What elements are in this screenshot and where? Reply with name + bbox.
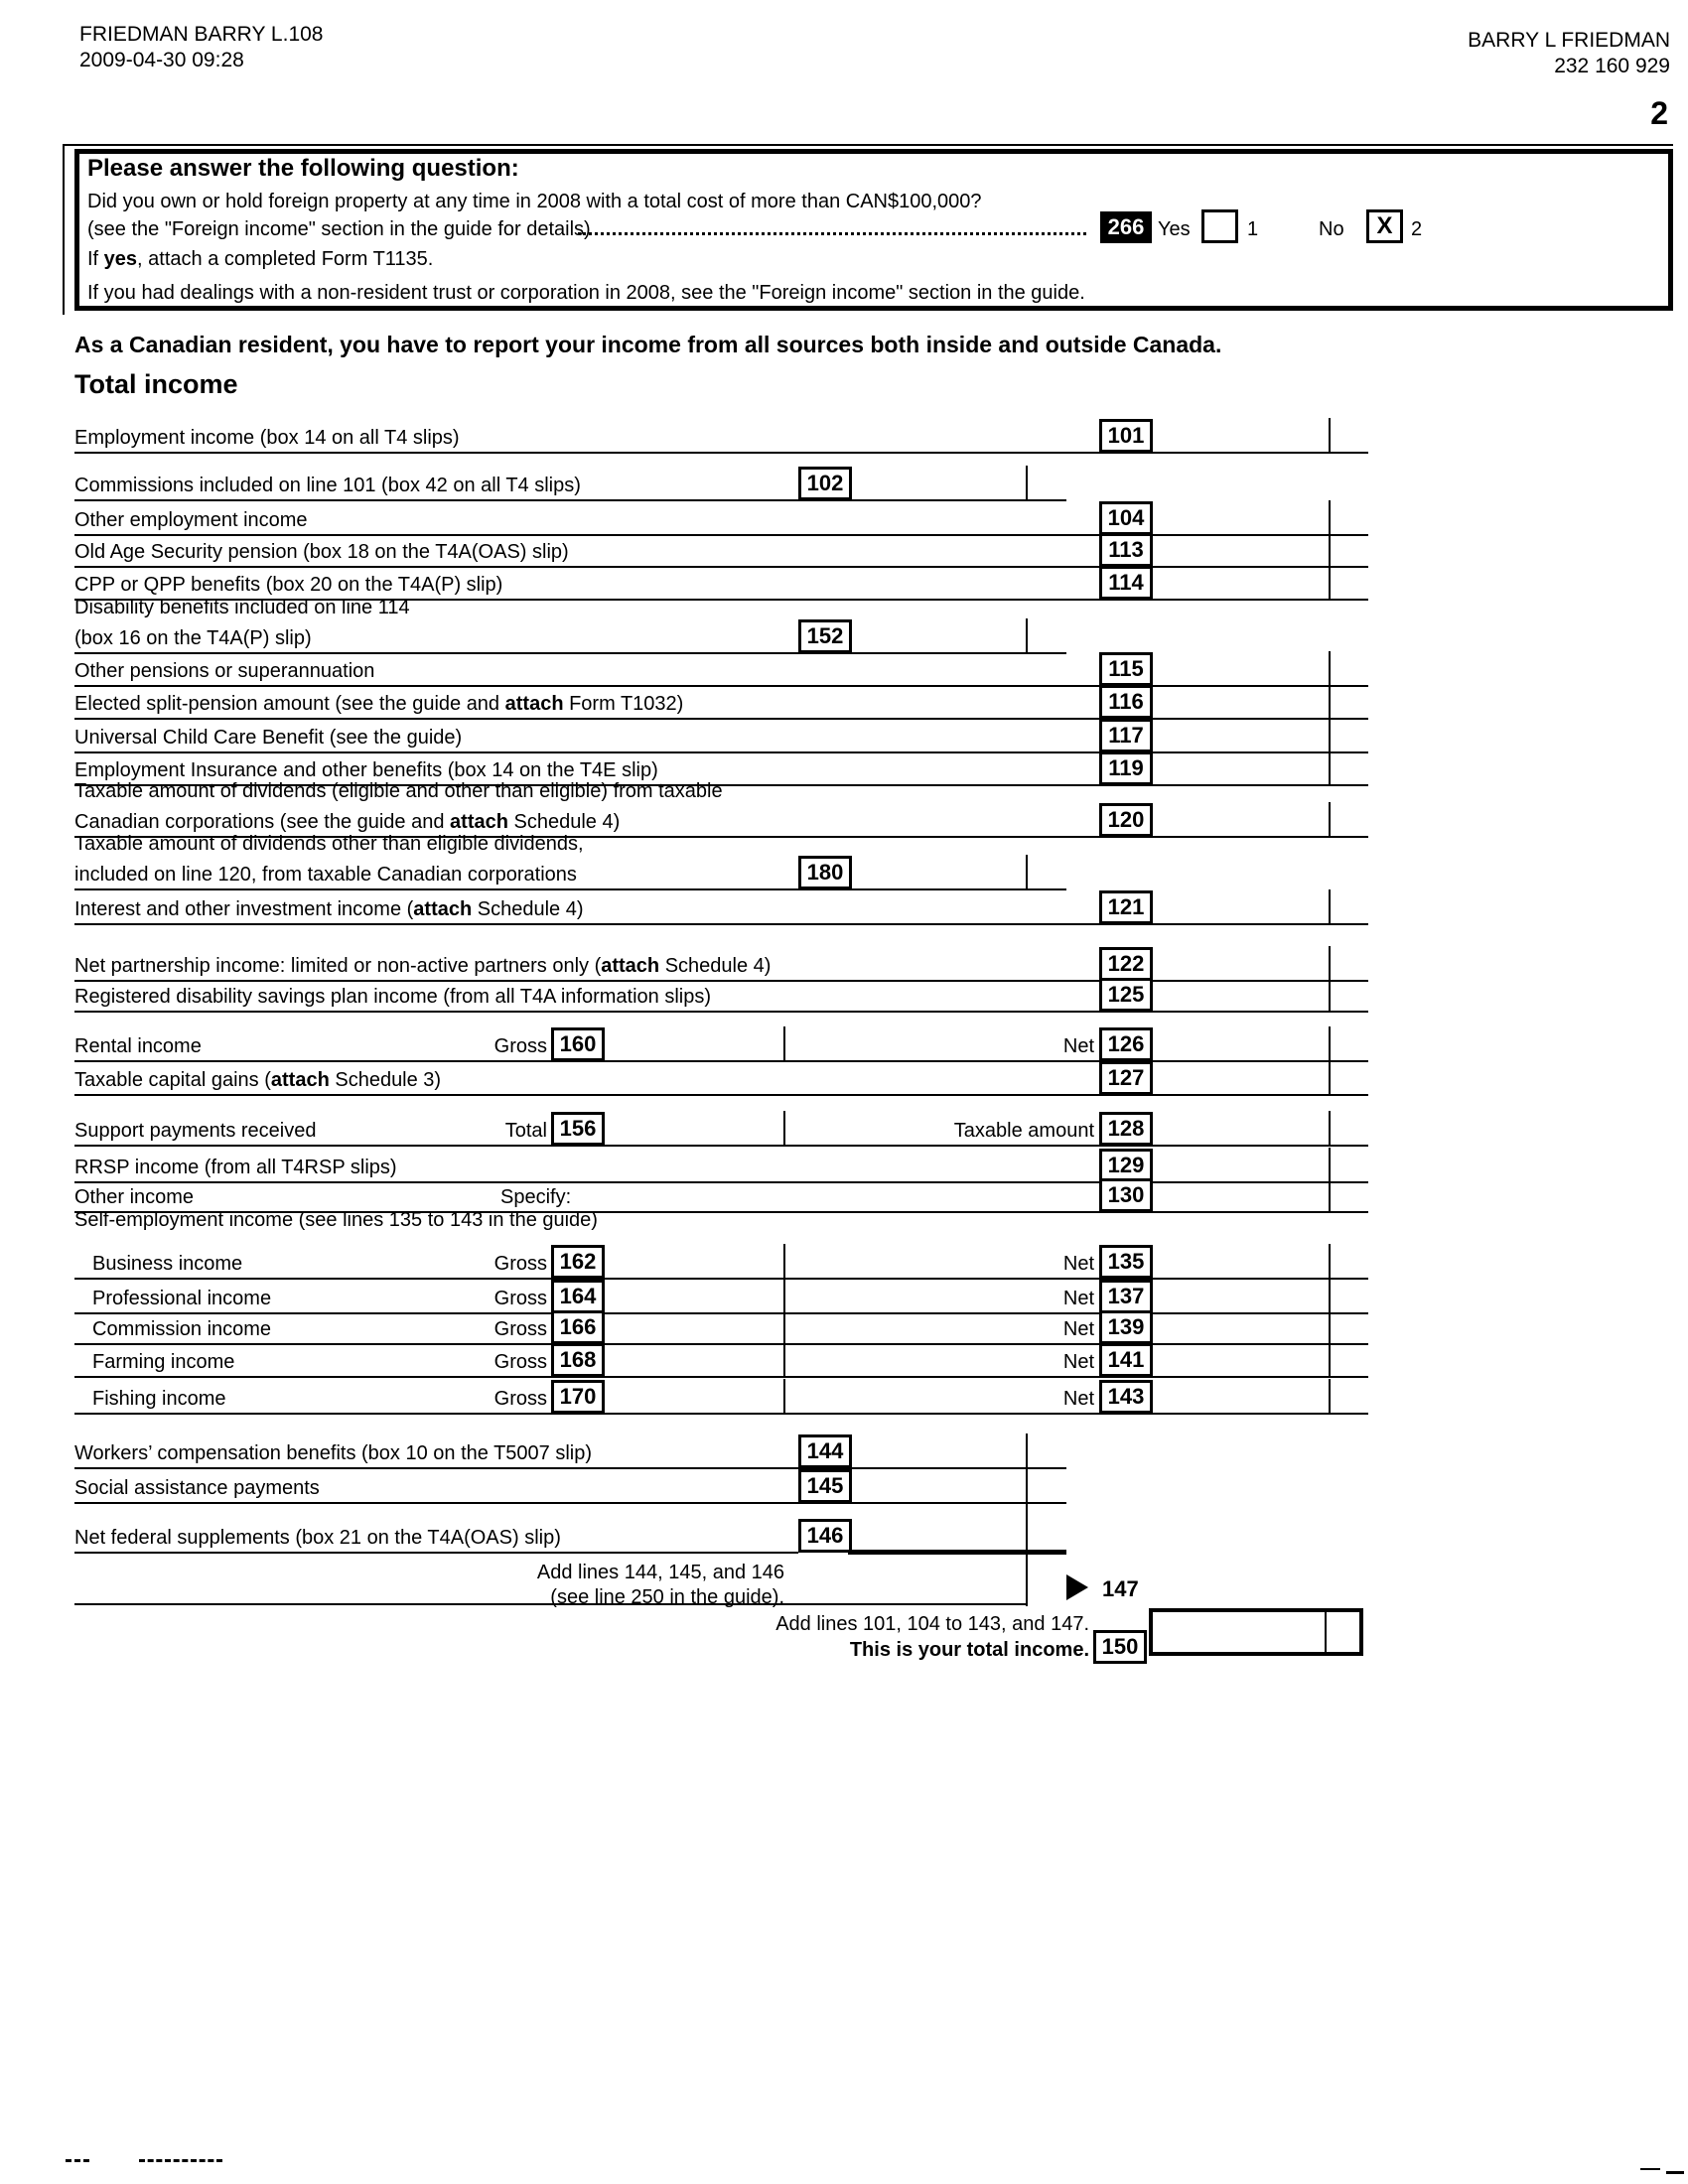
row-label-122-0 bbox=[74, 954, 771, 978]
add-lines-146-label2: (see line 250 in the guide). bbox=[550, 1586, 784, 1608]
self-employment-heading bbox=[74, 1208, 598, 1232]
line-120-code-box: 120 bbox=[1099, 803, 1153, 837]
gross-amount-field-156[interactable] bbox=[605, 1115, 783, 1143]
amount-field-135[interactable] bbox=[1153, 1248, 1329, 1276]
row-label-115-0 bbox=[74, 659, 374, 683]
label-part: Net partnership income: limited or non-active partners only ( bbox=[74, 955, 602, 977]
amount-field-127[interactable] bbox=[1153, 1064, 1329, 1092]
arrow-right-icon bbox=[1066, 1574, 1088, 1600]
gross-cents-tick-128 bbox=[783, 1111, 785, 1145]
header-left-line1: FRIEDMAN BARRY L.108 bbox=[79, 23, 324, 46]
amount-field-143[interactable] bbox=[1153, 1383, 1329, 1411]
row-underline-139 bbox=[74, 1343, 1368, 1345]
label-part: Interest and other investment income ( bbox=[74, 898, 414, 920]
mid-label-126 bbox=[422, 1034, 547, 1058]
line-150-code-box: 150 bbox=[1093, 1630, 1147, 1664]
row-label-130-0 bbox=[74, 1185, 194, 1209]
cents-tick-130 bbox=[1329, 1177, 1331, 1211]
row-underline-126 bbox=[74, 1060, 1368, 1062]
cents-tick-128 bbox=[1329, 1111, 1331, 1145]
cents-tick-114 bbox=[1329, 565, 1331, 599]
row-label-126-0 bbox=[74, 1034, 202, 1058]
cents-tick-119 bbox=[1329, 751, 1331, 784]
label-part: Net bbox=[1062, 1351, 1094, 1373]
label-part: Schedule 4) bbox=[659, 955, 772, 977]
row-underline-116 bbox=[74, 718, 1368, 720]
label-part: Fishing income bbox=[92, 1388, 226, 1410]
gross-amount-field-164[interactable] bbox=[605, 1283, 783, 1310]
label-part: Gross bbox=[493, 1035, 547, 1057]
amount-field-117[interactable] bbox=[1153, 722, 1329, 750]
label-part: Net bbox=[1062, 1388, 1094, 1410]
amount-field-125[interactable] bbox=[1153, 981, 1329, 1009]
row-label-144-0 bbox=[74, 1441, 592, 1465]
gross-amount-field-168[interactable] bbox=[605, 1346, 783, 1374]
cents-tick-125 bbox=[1329, 977, 1331, 1011]
cents-tick-104 bbox=[1329, 500, 1331, 534]
row-label-101-0 bbox=[74, 426, 460, 450]
label-part: Elected split-pension amount (see the guide and bbox=[74, 693, 505, 715]
cents-tick-115 bbox=[1329, 651, 1331, 685]
question-box-ghost-left bbox=[63, 144, 65, 315]
gross-cents-tick-143 bbox=[783, 1379, 785, 1413]
line-104-code-box: 104 bbox=[1099, 501, 1153, 535]
line-168-code-box: 168 bbox=[551, 1343, 605, 1377]
label-part: Taxable amount of dividends (eligible and other than eligible) from taxable bbox=[74, 780, 723, 802]
scan-artifact bbox=[1666, 2171, 1684, 2174]
row-underline-117 bbox=[74, 751, 1368, 753]
line-128-code-box: 128 bbox=[1099, 1112, 1153, 1146]
gross-cents-tick-141 bbox=[783, 1342, 785, 1376]
cents-tick-121 bbox=[1329, 889, 1331, 923]
cents-tick-120 bbox=[1329, 802, 1331, 836]
question-box-ghost-top bbox=[63, 144, 1673, 146]
cents-tick-101 bbox=[1329, 418, 1331, 452]
label-part: Taxable amount bbox=[953, 1120, 1094, 1142]
yes-number: 1 bbox=[1247, 218, 1259, 240]
line-156-code-box: 156 bbox=[551, 1112, 605, 1146]
row-label-135-0 bbox=[92, 1252, 242, 1276]
specify-label bbox=[500, 1185, 571, 1209]
label-part: Schedule 3) bbox=[329, 1069, 442, 1091]
yes-checkbox[interactable] bbox=[1201, 209, 1238, 243]
label-part: Old Age Security pension (box 18 on the T4A(OAS) slip) bbox=[74, 541, 569, 563]
label-part: Rental income bbox=[74, 1035, 202, 1057]
label-part: CPP or QPP benefits (box 20 on the T4A(P) slip) bbox=[74, 574, 503, 596]
header-right-line1: BARRY L FRIEDMAN bbox=[1468, 29, 1670, 52]
row-label-146-0 bbox=[74, 1526, 561, 1550]
line-114-code-box: 114 bbox=[1099, 566, 1153, 600]
mid-label-137 bbox=[422, 1287, 547, 1310]
right-label-141 bbox=[861, 1350, 1094, 1374]
amount-field-145[interactable] bbox=[852, 1472, 1026, 1500]
scan-artifact bbox=[1640, 2168, 1660, 2170]
question-line1: Did you own or hold foreign property at any time in 2008 with a total cost of more than CAN$100,000? bbox=[87, 191, 982, 212]
no-label: No bbox=[1319, 218, 1344, 240]
row-underline-180 bbox=[74, 888, 1066, 890]
label-part: Support payments received bbox=[74, 1120, 317, 1142]
row-underline-125 bbox=[74, 1011, 1368, 1013]
gross-cents-tick-135 bbox=[783, 1244, 785, 1278]
label-part: Net federal supplements (box 21 on the T4A(OAS) slip) bbox=[74, 1527, 561, 1549]
cents-tick-141 bbox=[1329, 1342, 1331, 1376]
line-119-code-box: 119 bbox=[1099, 751, 1153, 785]
label-part: Commissions included on line 101 (box 42 on all T4 slips) bbox=[74, 475, 581, 496]
right-label-128 bbox=[861, 1119, 1094, 1143]
cents-tick-113 bbox=[1329, 532, 1331, 566]
amount-field-144[interactable] bbox=[852, 1437, 1026, 1465]
row-underline-101 bbox=[74, 452, 1368, 454]
label-part: Employment income (box 14 on all T4 slips) bbox=[74, 427, 460, 449]
mid-label-128 bbox=[422, 1119, 547, 1143]
label-part: Workers’ compensation benefits (box 10 on the T5007 slip) bbox=[74, 1442, 593, 1464]
gross-cents-tick-126 bbox=[783, 1026, 785, 1060]
line-115-code-box: 115 bbox=[1099, 652, 1153, 686]
line-113-code-box: 113 bbox=[1099, 533, 1153, 567]
row-underline-128 bbox=[74, 1145, 1368, 1147]
label-part: Commission income bbox=[92, 1318, 272, 1340]
amount-field-122[interactable] bbox=[1153, 950, 1329, 978]
label-part: Social assistance payments bbox=[74, 1477, 320, 1499]
row-underline-143 bbox=[74, 1413, 1368, 1415]
label-part: attach bbox=[450, 811, 508, 833]
label-part: Disability benefits included on line 114 bbox=[74, 597, 410, 618]
question-line2: (see the "Foreign income" section in the guide for details) bbox=[87, 218, 591, 240]
header-left-line2: 2009-04-30 09:28 bbox=[79, 49, 244, 71]
cents-tick-126 bbox=[1329, 1026, 1331, 1060]
note-part: , attach a completed Form T1135. bbox=[137, 248, 434, 270]
row-label-139-0 bbox=[92, 1317, 271, 1341]
line-180-code-box: 180 bbox=[798, 856, 852, 889]
cents-tick-102 bbox=[1026, 466, 1028, 499]
label-part: attach bbox=[601, 955, 660, 977]
gross-amount-field-162[interactable] bbox=[605, 1248, 783, 1276]
cents-tick-144 bbox=[1026, 1433, 1028, 1467]
amount-field-114[interactable] bbox=[1153, 569, 1329, 597]
row-label-128-0 bbox=[74, 1119, 316, 1143]
amount-field-102[interactable] bbox=[852, 470, 1026, 497]
cents-tick-146 bbox=[1026, 1518, 1028, 1552]
row-underline-102 bbox=[74, 499, 1066, 501]
label-part: Self-employment income (see lines 135 to 143 in the guide) bbox=[74, 1209, 598, 1231]
cents-tick-145 bbox=[1026, 1468, 1028, 1502]
row-label-129-0 bbox=[74, 1156, 397, 1179]
label-part: Net bbox=[1062, 1035, 1094, 1057]
row-label-145-0 bbox=[74, 1476, 320, 1500]
note-part-bold: yes bbox=[103, 248, 138, 270]
line-166-code-box: 166 bbox=[551, 1310, 605, 1344]
label-part: Gross bbox=[493, 1351, 547, 1373]
cents-tick-127 bbox=[1329, 1060, 1331, 1094]
amount-field-121[interactable] bbox=[1153, 893, 1329, 921]
label-part: attach bbox=[504, 693, 564, 715]
amount-field-126[interactable] bbox=[1153, 1030, 1329, 1058]
add-lines-146-label1: Add lines 144, 145, and 146 bbox=[536, 1562, 784, 1583]
row-label-137-0 bbox=[92, 1287, 271, 1310]
line-160-code-box: 160 bbox=[551, 1027, 605, 1061]
line-144-code-box: 144 bbox=[798, 1434, 852, 1468]
mid-label-135 bbox=[422, 1252, 547, 1276]
cents-tick-152 bbox=[1026, 618, 1028, 652]
amount-field-152[interactable] bbox=[852, 622, 1026, 650]
row-label-114-0 bbox=[74, 573, 502, 597]
line-146-code-box: 146 bbox=[798, 1519, 852, 1553]
line-121-code-box: 121 bbox=[1099, 890, 1153, 924]
label-part: Farming income bbox=[92, 1351, 235, 1373]
yes-label: Yes bbox=[1158, 218, 1191, 240]
row-underline-135 bbox=[74, 1278, 1368, 1280]
question-footer: If you had dealings with a non-resident trust or corporation in 2008, see the "Foreign income" section in the guide. bbox=[87, 282, 1085, 304]
row-label-102-0 bbox=[74, 474, 581, 497]
row-label-127-0 bbox=[74, 1068, 441, 1092]
no-checkbox[interactable]: X bbox=[1366, 209, 1403, 243]
cents-tick-129 bbox=[1329, 1148, 1331, 1181]
line-162-code-box: 162 bbox=[551, 1245, 605, 1279]
mid-label-139 bbox=[422, 1317, 547, 1341]
add-lines-total-label1: Add lines 101, 104 to 143, and 147. bbox=[775, 1613, 1089, 1635]
label-part: Gross bbox=[493, 1318, 547, 1340]
total-box-cents-line bbox=[1325, 1610, 1327, 1654]
label-part: Net bbox=[1062, 1253, 1094, 1275]
row-label-143-0 bbox=[92, 1387, 226, 1411]
line-116-code-box: 116 bbox=[1099, 685, 1153, 719]
amount-field-147[interactable] bbox=[854, 1570, 1023, 1600]
line-102-code-box: 102 bbox=[798, 467, 852, 500]
row-underline-144 bbox=[74, 1467, 1066, 1469]
line-145-code-box: 145 bbox=[798, 1469, 852, 1503]
label-part: Taxable amount of dividends other than eligible dividends, bbox=[74, 833, 584, 855]
amount-field-146[interactable] bbox=[852, 1522, 1026, 1550]
label-part: Gross bbox=[493, 1388, 547, 1410]
t1135-note bbox=[87, 247, 433, 271]
no-number: 2 bbox=[1411, 218, 1423, 240]
right-label-135 bbox=[861, 1252, 1094, 1276]
cents-tick-180 bbox=[1026, 855, 1028, 888]
row-label-117-0 bbox=[74, 726, 462, 750]
cents-tick-135 bbox=[1329, 1244, 1331, 1278]
right-label-143 bbox=[861, 1387, 1094, 1411]
label-part: Net bbox=[1062, 1318, 1094, 1340]
label-part: RRSP income (from all T4RSP slips) bbox=[74, 1157, 397, 1178]
label-part: attach bbox=[413, 898, 473, 920]
row-label-141-0 bbox=[92, 1350, 234, 1374]
row-underline-121 bbox=[74, 923, 1368, 925]
mid-label-141 bbox=[422, 1350, 547, 1374]
row-underline-127 bbox=[74, 1094, 1368, 1096]
label-part: Registered disability savings plan income (from all T4A information slips) bbox=[74, 986, 712, 1008]
amount-field-113[interactable] bbox=[1153, 536, 1329, 564]
line-126-code-box: 126 bbox=[1099, 1027, 1153, 1061]
line-141-code-box: 141 bbox=[1099, 1343, 1153, 1377]
page-number: 2 bbox=[1650, 95, 1668, 131]
row-underline-113 bbox=[74, 566, 1368, 568]
total-income-label: This is your total income. bbox=[849, 1639, 1089, 1661]
intro-statement: As a Canadian resident, you have to report your income from all sources both inside and outside Canada. bbox=[74, 332, 1222, 357]
label-part: Taxable capital gains ( bbox=[74, 1069, 271, 1091]
label-part: Form T1032) bbox=[563, 693, 684, 715]
label-part: attach bbox=[270, 1069, 330, 1091]
amount-field-101[interactable] bbox=[1153, 422, 1329, 450]
amount-field-129[interactable] bbox=[1153, 1152, 1329, 1179]
cents-tick-137 bbox=[1329, 1279, 1331, 1312]
amount-field-116[interactable] bbox=[1153, 688, 1329, 716]
row-label-116-0 bbox=[74, 692, 683, 716]
label-part: Professional income bbox=[92, 1288, 272, 1309]
row-label-152-1 bbox=[74, 626, 312, 650]
label-part: Business income bbox=[92, 1253, 243, 1275]
line-130-code-box: 130 bbox=[1099, 1178, 1153, 1212]
right-label-139 bbox=[861, 1317, 1094, 1341]
header-right-line2: 232 160 929 bbox=[1554, 55, 1670, 77]
amount-field-120[interactable] bbox=[1153, 806, 1329, 834]
line-143-code-box: 143 bbox=[1099, 1380, 1153, 1414]
amount-field-128[interactable] bbox=[1153, 1115, 1329, 1143]
amount-field-139[interactable] bbox=[1153, 1313, 1329, 1341]
row-label-121-0 bbox=[74, 897, 583, 921]
amount-field-115[interactable] bbox=[1153, 655, 1329, 683]
label-part: Other income bbox=[74, 1186, 195, 1208]
gross-amount-field-160[interactable] bbox=[605, 1030, 783, 1058]
mid-label-143 bbox=[422, 1387, 547, 1411]
line-127-code-box: 127 bbox=[1099, 1061, 1153, 1095]
label-part: Employment Insurance and other benefits (box 14 on the T4E slip) bbox=[74, 759, 658, 781]
dotted-leader bbox=[578, 232, 1086, 235]
row-label-152-0 bbox=[74, 596, 410, 619]
row-underline-146 bbox=[74, 1552, 798, 1554]
label-part: Specify: bbox=[500, 1186, 572, 1208]
label-part: Other employment income bbox=[74, 509, 308, 531]
row-underline-145 bbox=[74, 1502, 1066, 1504]
row-underline-141 bbox=[74, 1376, 1368, 1378]
line-129-code-box: 129 bbox=[1099, 1149, 1153, 1182]
amount-field-119[interactable] bbox=[1153, 754, 1329, 782]
line-101-code-box: 101 bbox=[1099, 419, 1153, 453]
row-label-180-1 bbox=[74, 863, 577, 887]
line-152-code-box: 152 bbox=[798, 619, 852, 653]
row-label-113-0 bbox=[74, 540, 569, 564]
section-title: Total income bbox=[74, 369, 238, 399]
label-part: Net bbox=[1062, 1288, 1094, 1309]
gross-amount-field-170[interactable] bbox=[605, 1383, 783, 1411]
label-part: Gross bbox=[493, 1288, 547, 1309]
row-label-104-0 bbox=[74, 508, 308, 532]
amount-field-180[interactable] bbox=[852, 859, 1026, 887]
right-label-137 bbox=[861, 1287, 1094, 1310]
cents-tick-117 bbox=[1329, 718, 1331, 751]
row-label-180-0 bbox=[74, 832, 584, 856]
line-139-code-box: 139 bbox=[1099, 1310, 1153, 1344]
line-137-code-box: 137 bbox=[1099, 1280, 1153, 1313]
gross-cents-tick-139 bbox=[783, 1309, 785, 1343]
row-label-125-0 bbox=[74, 985, 711, 1009]
line-135-code-box: 135 bbox=[1099, 1245, 1153, 1279]
line-125-code-box: 125 bbox=[1099, 978, 1153, 1012]
cents-tick-143 bbox=[1329, 1379, 1331, 1413]
question-box-title: Please answer the following question: bbox=[87, 155, 519, 182]
label-part: Other pensions or superannuation bbox=[74, 660, 375, 682]
row-label-120-1 bbox=[74, 810, 620, 834]
gross-cents-tick-137 bbox=[783, 1279, 785, 1312]
amount-field-141[interactable] bbox=[1153, 1346, 1329, 1374]
line-170-code-box: 170 bbox=[551, 1380, 605, 1414]
right-label-126 bbox=[861, 1034, 1094, 1058]
scan-artifact bbox=[139, 2159, 222, 2162]
amount-field-104[interactable] bbox=[1153, 504, 1329, 532]
label-part: Canadian corporations (see the guide and bbox=[74, 811, 451, 833]
row-underline-115 bbox=[74, 685, 1368, 687]
amount-field-130[interactable] bbox=[1153, 1181, 1329, 1209]
cents-tick-116 bbox=[1329, 684, 1331, 718]
gross-amount-field-166[interactable] bbox=[605, 1313, 783, 1341]
line-164-code-box: 164 bbox=[551, 1280, 605, 1313]
label-part: Gross bbox=[493, 1253, 547, 1275]
line-266-badge: 266 bbox=[1100, 211, 1152, 243]
label-part: Schedule 4) bbox=[507, 811, 621, 833]
note-part: If bbox=[87, 248, 104, 270]
row-underline-152 bbox=[74, 652, 1066, 654]
amount-field-137[interactable] bbox=[1153, 1283, 1329, 1310]
cents-tick-139 bbox=[1329, 1309, 1331, 1343]
row-label-120-0 bbox=[74, 779, 723, 803]
line-117-code-box: 117 bbox=[1099, 719, 1153, 752]
line-122-code-box: 122 bbox=[1099, 947, 1153, 981]
label-part: (box 16 on the T4A(P) slip) bbox=[74, 627, 312, 649]
label-part: Universal Child Care Benefit (see the guide) bbox=[74, 727, 463, 749]
label-part: Schedule 4) bbox=[472, 898, 584, 920]
amount-field-150[interactable] bbox=[1153, 1612, 1320, 1652]
label-part: included on line 120, from taxable Canadian corporations bbox=[74, 864, 577, 886]
line-147-code: 147 bbox=[1102, 1576, 1139, 1601]
cents-tick-122 bbox=[1329, 946, 1331, 980]
label-part: Total bbox=[504, 1120, 547, 1142]
scan-artifact bbox=[66, 2159, 89, 2162]
row-thick-line-146 bbox=[848, 1550, 1066, 1555]
